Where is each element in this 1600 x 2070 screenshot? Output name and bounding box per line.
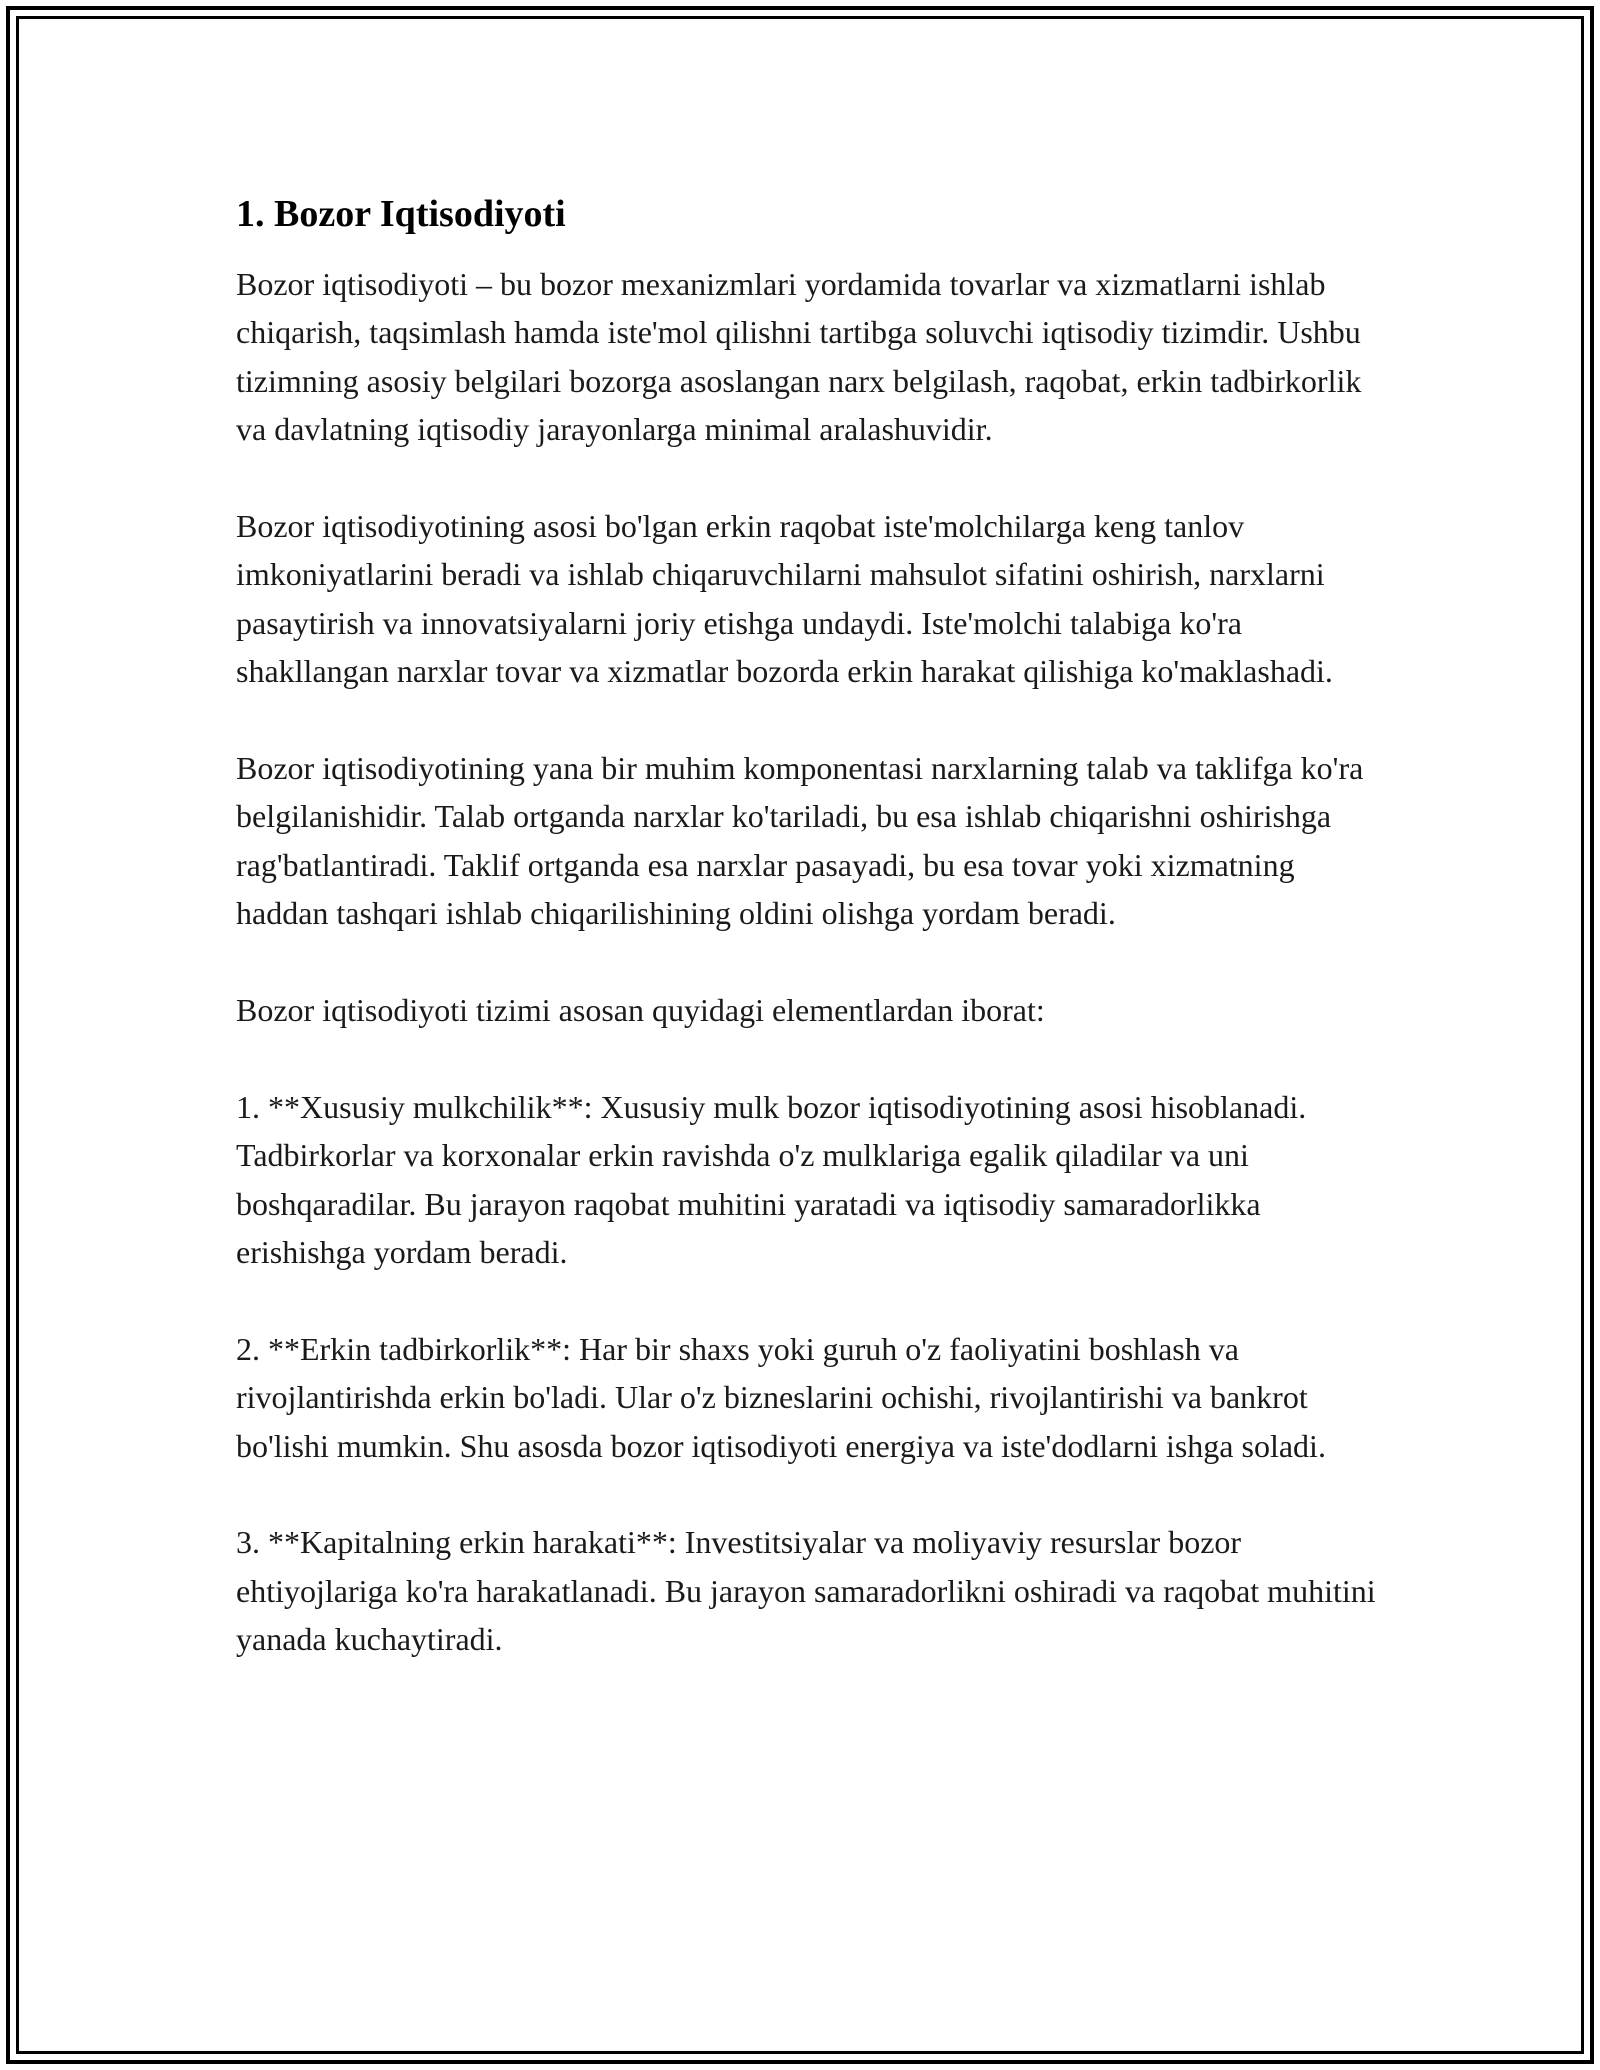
- paragraph-intro: Bozor iqtisodiyoti – bu bozor mexanizmlari yordamida tovarlar va xizmatlarni ishlab chiqarish, taqsimlash hamda iste'mol qilishni tartibga soluvchi iqtisodiy tizimdir. Ushbu tizimning asosiy belgilari bozorga asoslangan narx belgilash, raqobat, erkin tadbirkorlik va davlatning iqtisodiy jarayonlarga minimal aralashuvidir.: [236, 266, 1362, 448]
- paragraph-elements-intro: Bozor iqtisodiyoti tizimi asosan quyidagi elementlardan iborat:: [236, 992, 1045, 1029]
- list-item-capital-movement: 3. **Kapitalning erkin harakati**: Investitsiyalar va moliyaviy resurslar bozor ehtiyojlariga ko'ra harakatlanadi. Bu jarayon samaradorlikni oshiradi va raqobat muhitini yanada kuchaytiradi.: [236, 1524, 1376, 1658]
- paragraph-competition: Bozor iqtisodiyotining asosi bo'lgan erkin raqobat iste'molchilarga keng tanlov imkoniyatlarini beradi va ishlab chiqaruvchilarni mahsulot sifatini oshirish, narxlarni pasaytirish va innovatsiyalarni joriy etishga undaydi. Iste'molchi talabiga ko'ra shakllangan narxlar tovar va xizmatlar bozorda erkin harakat qilishiga ko'maklashadi.: [236, 508, 1333, 690]
- list-item-private-property: 1. **Xususiy mulkchilik**: Xususiy mulk bozor iqtisodiyotining asosi hisoblanadi. Tadbirkorlar va korxonalar erkin ravishda o'z mulklariga egalik qiladilar va uni boshqaradilar. Bu jarayon raqobat muhitini yaratadi va iqtisodiy samaradorlikka erishishga yordam beradi.: [236, 1088, 1307, 1271]
- paragraph-pricing: Bozor iqtisodiyotining yana bir muhim komponentasi narxlarning talab va taklifga ko'ra belgilanishidir. Talab ortganda narxlar ko'tariladi, bu esa ishlab chiqarishni oshirishga rag'batlantiradi. Taklif ortganda esa narxlar pasayadi, bu esa tovar yoki xizmatning haddan tashqari ishlab chiqarilishining oldini olishga yordam beradi.: [236, 750, 1364, 932]
- list-item-free-enterprise: 2. **Erkin tadbirkorlik**: Har bir shaxs yoki guruh o'z faoliyatini boshlash va rivojlantirishda erkin bo'ladi. Ular o'z bizneslarini ochishi, rivojlantirishi va bankrot bo'lishi mumkin. Shu asosda bozor iqtisodiyoti energiya va iste'dodlarni ishga soladi.: [236, 1330, 1326, 1464]
- document-body: [236, 188, 1376, 1712]
- document-title: 1. Bozor Iqtisodiyoti: [236, 193, 566, 235]
